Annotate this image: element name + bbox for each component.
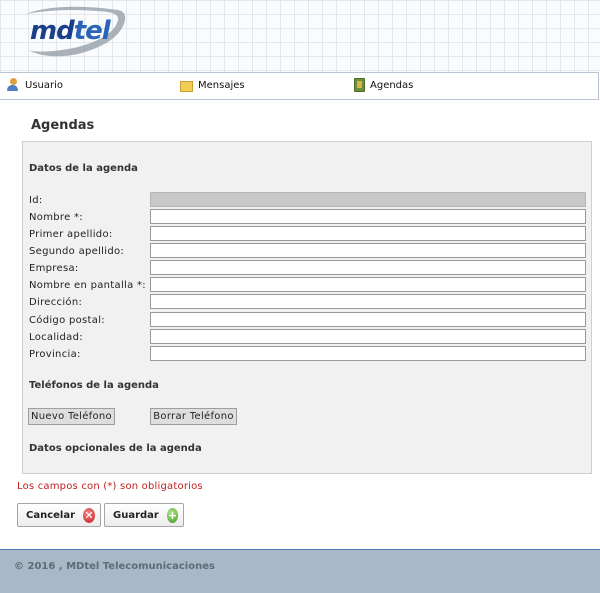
- label-empresa: Empresa:: [29, 263, 79, 274]
- logo-md: md: [30, 16, 74, 46]
- direccion-field[interactable]: [150, 294, 586, 309]
- nombre-pantalla-field[interactable]: [150, 277, 586, 292]
- label-segundo-apellido: Segundo apellido:: [29, 246, 125, 257]
- mdtel-logo[interactable]: [18, 4, 132, 60]
- label-nombre: Nombre *:: [29, 212, 83, 223]
- borrar-telefono-button[interactable]: Borrar Teléfono: [150, 408, 237, 425]
- footer: [0, 550, 600, 593]
- provincia-field[interactable]: [150, 346, 586, 361]
- address-book-icon: [354, 78, 365, 92]
- save-button-label: Guardar: [113, 509, 159, 521]
- nav-item-agendas[interactable]: [354, 77, 413, 93]
- label-primer-apellido: Primer apellido:: [29, 229, 113, 240]
- nav-item-usuario[interactable]: [6, 77, 63, 93]
- required-fields-note: Los campos con (*) son obligatorios: [17, 481, 203, 492]
- segundo-apellido-field[interactable]: [150, 243, 586, 258]
- codigo-postal-field[interactable]: [150, 312, 586, 327]
- nav-item-mensajes[interactable]: [180, 77, 245, 93]
- section-datos-agenda: Datos de la agenda: [29, 163, 138, 174]
- logo-tel: tel: [73, 16, 110, 46]
- label-direccion: Dirección:: [29, 297, 83, 308]
- label-id: Id:: [29, 195, 43, 206]
- label-provincia: Provincia:: [29, 349, 81, 360]
- agenda-form-panel: [22, 141, 592, 474]
- user-icon: [6, 78, 20, 92]
- cancel-button-label: Cancelar: [26, 509, 76, 521]
- save-button[interactable]: [104, 503, 184, 527]
- empresa-field[interactable]: [150, 260, 586, 275]
- footer-copyright: © 2016 , MDtel Telecomunicaciones: [14, 561, 215, 572]
- label-localidad: Localidad:: [29, 332, 83, 343]
- page-title: Agendas: [31, 118, 95, 133]
- main-nav: [0, 72, 599, 100]
- nuevo-telefono-button[interactable]: Nuevo Teléfono: [28, 408, 115, 425]
- section-datos-opcionales: Datos opcionales de la agenda: [29, 443, 202, 454]
- primer-apellido-field[interactable]: [150, 226, 586, 241]
- label-nombre-pantalla: Nombre en pantalla *:: [29, 280, 146, 291]
- nav-item-label: Agendas: [370, 79, 414, 91]
- save-plus-icon: +: [167, 508, 178, 522]
- id-field: [150, 192, 586, 207]
- header: [0, 0, 600, 72]
- localidad-field[interactable]: [150, 329, 586, 344]
- nav-item-label: Mensajes: [198, 79, 245, 91]
- nombre-field[interactable]: [150, 209, 586, 224]
- logo-text: [30, 16, 110, 46]
- section-telefonos-agenda: Teléfonos de la agenda: [29, 380, 159, 391]
- nav-item-label: Usuario: [25, 79, 64, 91]
- cancel-button[interactable]: [17, 503, 101, 527]
- cancel-x-icon: ✕: [84, 508, 94, 522]
- envelope-icon: [180, 81, 193, 92]
- label-codigo-postal: Código postal:: [29, 315, 105, 326]
